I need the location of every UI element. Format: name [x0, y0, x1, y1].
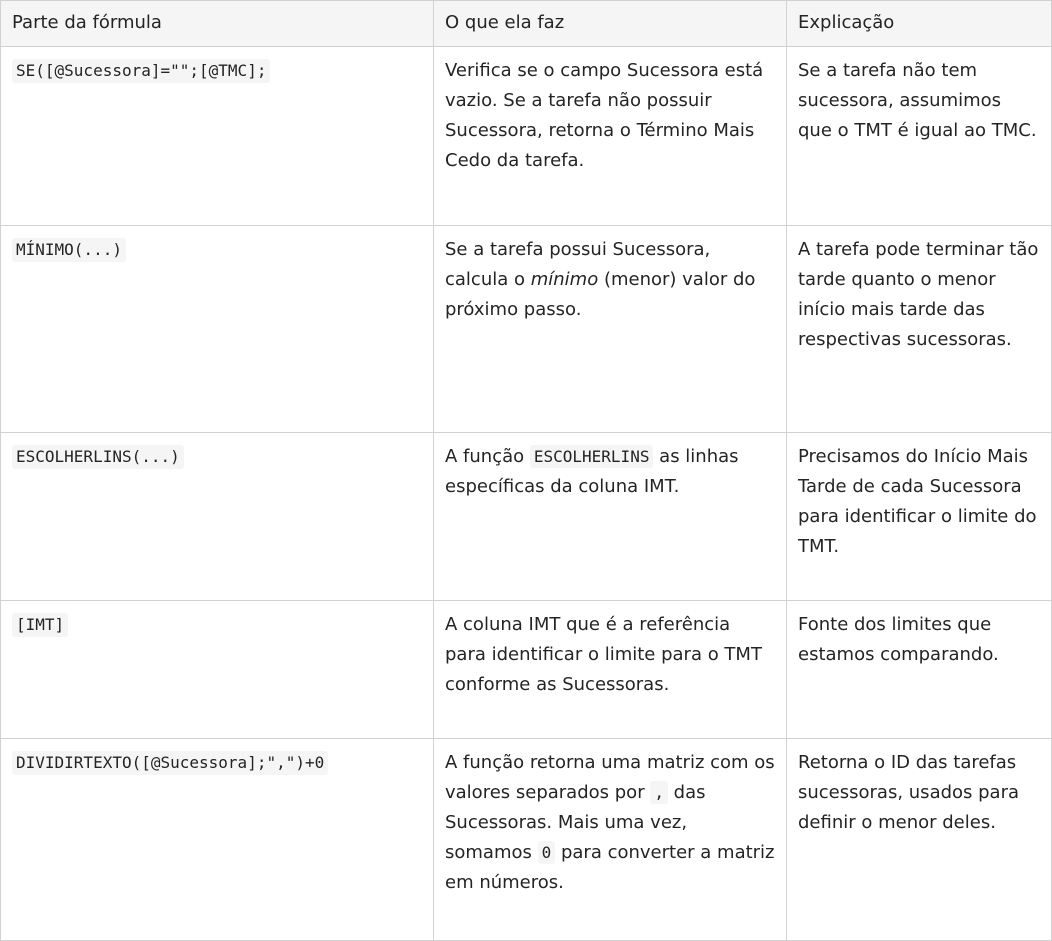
- what-text-before: A função retorna uma matriz com os valores separados por: [445, 752, 775, 803]
- explanation-cell: Se a tarefa não tem sucessora, assumimos que o TMT é igual ao TMC.: [787, 47, 1052, 226]
- what-cell: Verifica se o campo Sucessora está vazio. Se a tarefa não possuir Sucessora, retorna o Término Mais Cedo da tarefa.: [434, 47, 787, 226]
- formula-code: DIVIDIRTEXTO([@Sucessora];",")+0: [12, 751, 328, 775]
- table-header-row: [1, 1, 1052, 47]
- table-row: [1, 601, 1052, 739]
- what-text-before: A função: [445, 446, 530, 467]
- table-row: [1, 47, 1052, 226]
- what-text-after: (menor) valor do próximo passo.: [445, 269, 756, 320]
- formula-cell: [1, 433, 434, 601]
- what-cell: A coluna IMT que é a referência para identificar o limite para o TMT conforme as Sucessoras.: [434, 601, 787, 739]
- explanation-cell: Retorna o ID das tarefas sucessoras, usados para definir o menor deles.: [787, 739, 1052, 941]
- what-text-middle: das Sucessoras. Mais uma vez, somamos: [445, 782, 706, 863]
- table-row: [1, 226, 1052, 433]
- formula-code: MÍNIMO(...): [12, 238, 126, 262]
- header-what-it-does: O que ela faz: [434, 1, 787, 47]
- what-cell: [434, 433, 787, 601]
- formula-code: [IMT]: [12, 613, 68, 637]
- what-emphasis: mínimo: [530, 269, 599, 290]
- inline-code: ESCOLHERLINS: [530, 445, 654, 468]
- what-text-after: as linhas específicas da coluna IMT.: [445, 446, 739, 497]
- what-cell: [434, 739, 787, 941]
- formula-cell: [1, 601, 434, 739]
- formula-code: SE([@Sucessora]="";[@TMC];: [12, 59, 270, 83]
- what-cell: [434, 226, 787, 433]
- what-text-after: para converter a matriz em números.: [445, 842, 775, 893]
- header-formula-part: Parte da fórmula: [1, 1, 434, 47]
- explanation-cell: A tarefa pode terminar tão tarde quanto o menor início mais tarde das respectivas sucessoras.: [787, 226, 1052, 433]
- inline-code-comma: ,: [650, 781, 668, 804]
- header-explanation: Explicação: [787, 1, 1052, 47]
- formula-cell: [1, 739, 434, 941]
- formula-cell: [1, 226, 434, 433]
- what-text-before: Se a tarefa possui Sucessora, calcula o: [445, 239, 711, 290]
- inline-code-zero: 0: [538, 841, 556, 864]
- explanation-cell: Precisamos do Início Mais Tarde de cada Sucessora para identificar o limite do TMT.: [787, 433, 1052, 601]
- explanation-cell: Fonte dos limites que estamos comparando.: [787, 601, 1052, 739]
- formula-code: ESCOLHERLINS(...): [12, 445, 184, 469]
- table-row: [1, 433, 1052, 601]
- table-row: [1, 739, 1052, 941]
- formula-cell: [1, 47, 434, 226]
